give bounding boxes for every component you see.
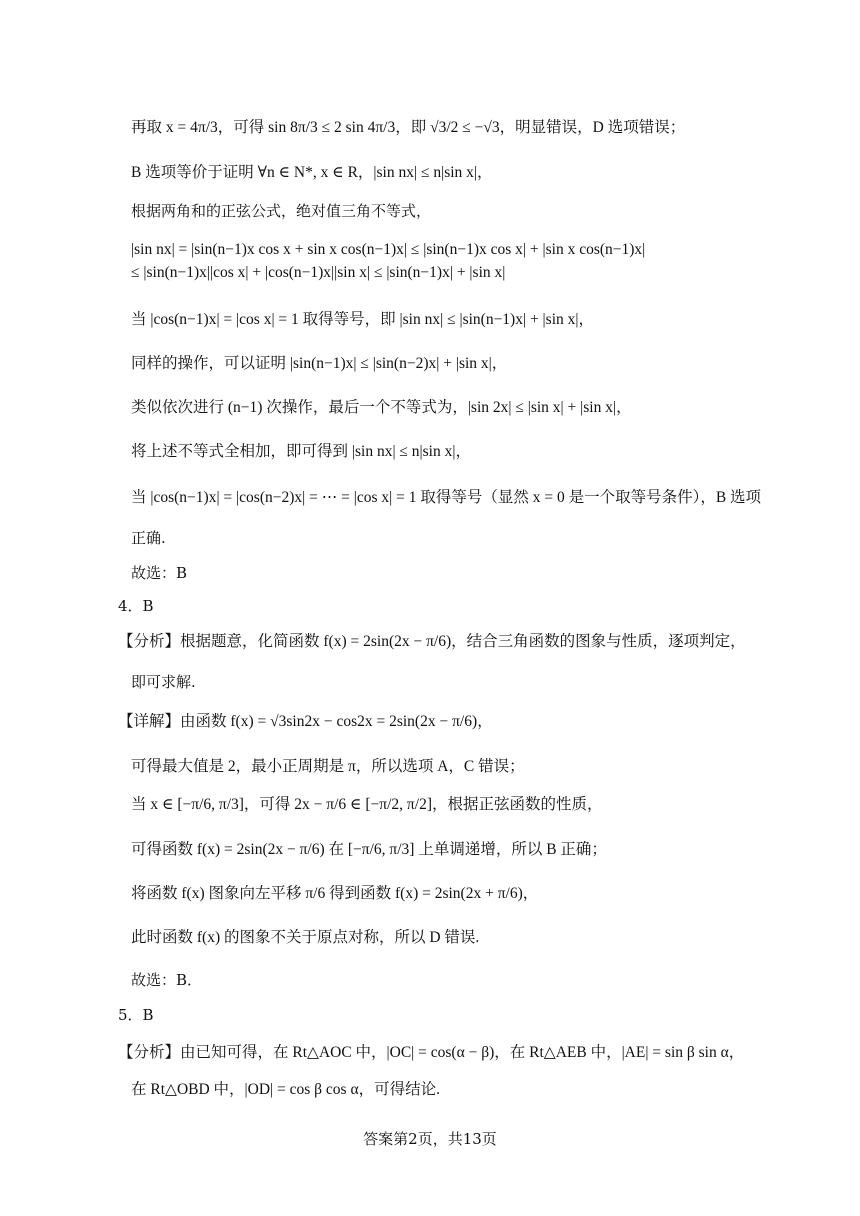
- text-line: 此时函数 f(x) 的图象不关于原点对称，所以 D 错误.: [131, 929, 480, 946]
- text-line: B 选项等价于证明 ∀n ∈ N*, x ∈ R，|sin nx| ≤ n|sin x|，: [131, 164, 493, 181]
- text-line: 即可求解.: [131, 673, 196, 691]
- text-line: 当 |cos(n−1)x| = |cos(n−2)x| = ⋯ = |cos x| = 1 取得等号（显然 x = 0 是一个取等号条件），B 选项: [131, 489, 762, 506]
- text-line: 将函数 f(x) 图象向左平移 π/6 得到函数 f(x) = 2sin(2x + π/6)，: [131, 885, 539, 902]
- text-line: 当 x ∈ [−π/6, π/3]，可得 2x − π/6 ∈ [−π/2, π/2]，根据正弦函数的性质，: [131, 796, 603, 813]
- text-line: 正确.: [131, 529, 166, 547]
- text-line: 根据两角和的正弦公式，绝对值三角不等式，: [131, 202, 432, 220]
- text-line: 同样的操作，可以证明 |sin(n−1)x| ≤ |sin(n−2)x| + |sin x|，: [131, 355, 508, 372]
- text-line: 故选：B: [131, 564, 188, 582]
- question-number: 5．B: [118, 1006, 154, 1024]
- question-number: 4．B: [118, 597, 154, 615]
- text-line: 当 |cos(n−1)x| = |cos x| = 1 取得等号，即 |sin nx| ≤ |sin(n−1)x| + |sin x|，: [131, 311, 594, 328]
- analysis-line: 【分析】由已知可得，在 Rt△AOC 中，|OC| = cos(α − β)，在 Rt△AEB 中，|AE| = sin β sin α，: [118, 1044, 745, 1061]
- analysis-line: 【分析】根据题意，化简函数 f(x) = 2sin(2x − π/6)，结合三角函数的图象与性质，逐项判定，: [118, 633, 746, 650]
- math-line: |sin nx| = |sin(n−1)x cos x + sin x cos(n−1)x| ≤ |sin(n−1)x cos x| + |sin x cos(n−1)x|: [131, 241, 646, 258]
- text-line: 再取 x = 4π/3，可得 sin 8π/3 ≤ 2 sin 4π/3，即 √3/2 ≤ −√3，明显错误，D 选项错误；: [131, 119, 686, 136]
- text-line: 故选：B．: [131, 971, 203, 989]
- text-line: 可得函数 f(x) = 2sin(2x − π/6) 在 [−π/6, π/3] 上单调递增，所以 B 正确；: [131, 841, 607, 858]
- text-line: 在 Rt△OBD 中，|OD| = cos β cos α，可得结论.: [131, 1081, 440, 1098]
- text-line: 将上述不等式全相加，即可得到 |sin nx| ≤ n|sin x|，: [131, 443, 471, 460]
- text-line: 可得最大值是 2，最小正周期是 π，所以选项 A，C 错误；: [131, 758, 525, 775]
- page-footer: 答案第2页，共13页: [363, 1130, 497, 1148]
- text-line: 类似依次进行 (n−1) 次操作，最后一个不等式为，|sin 2x| ≤ |sin x| + |sin x|，: [131, 399, 632, 416]
- detail-line: 【详解】由函数 f(x) = √3sin2x − cos2x = 2sin(2x − π/6)，: [118, 713, 493, 730]
- math-line: ≤ |sin(n−1)x||cos x| + |cos(n−1)x||sin x| ≤ |sin(n−1)x| + |sin x|: [131, 264, 506, 281]
